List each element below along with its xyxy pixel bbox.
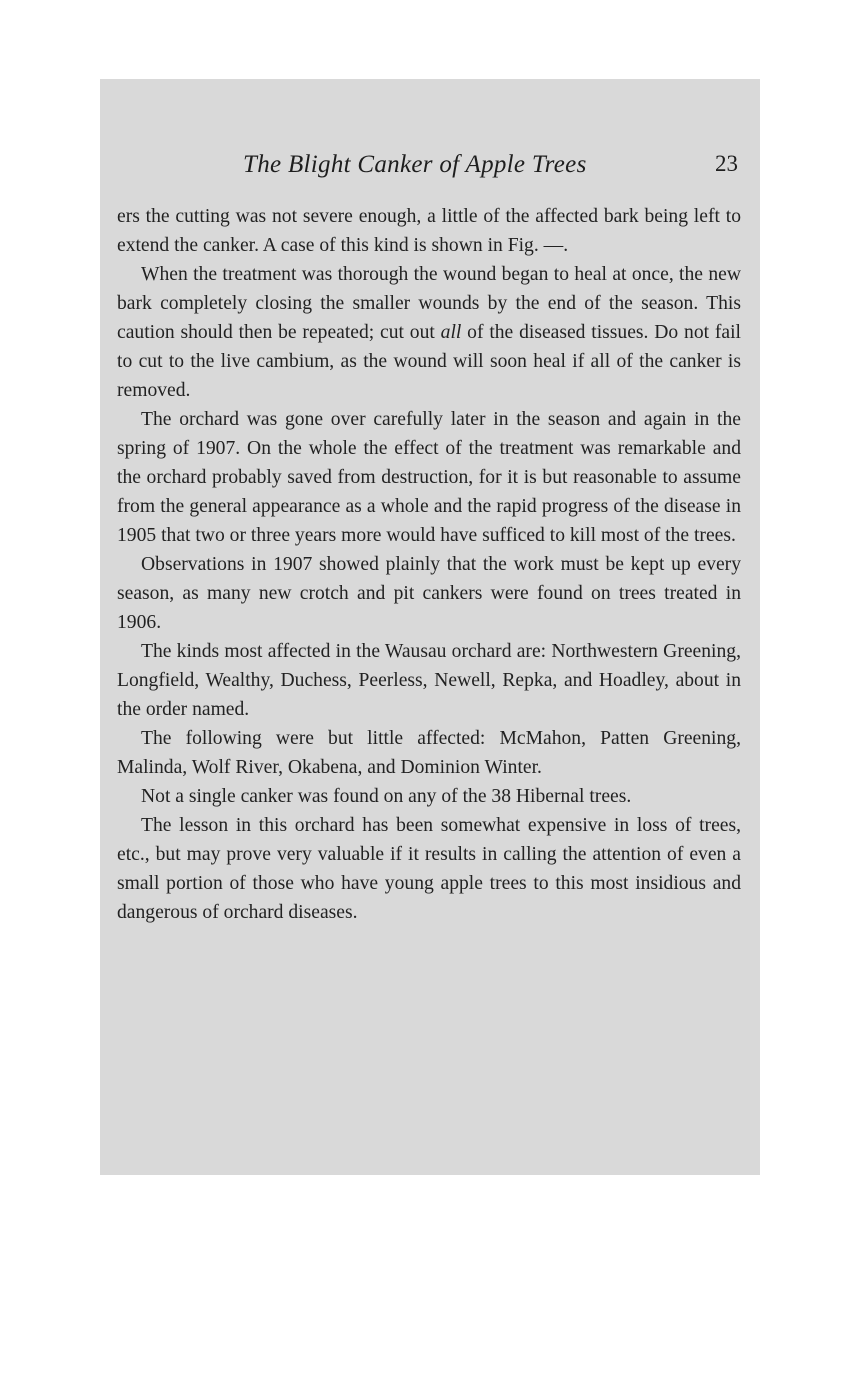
body-text [117, 202, 741, 927]
paragraph-treatment [117, 260, 741, 405]
paragraph-hibernal [117, 782, 741, 811]
paragraph-text: The following were but little affected: McMahon, Patten Greening, Malinda, Wolf River, Okabena, and Dominion Winter. [117, 728, 741, 778]
book-page [100, 79, 760, 1175]
paragraph-text: The kinds most affected in the Wausau orchard are: Northwestern Greening, Longfield, Wealthy, Duchess, Peerless, Newell, Repka, and Hoadley, about in the order named. [117, 641, 741, 720]
paragraph-lesson [117, 811, 741, 927]
paragraph-text: of the diseased tissues. Do not fail to cut to the live cambium, as the wound will soon heal if all of the canker is removed. [117, 322, 741, 401]
paragraph-most-affected [117, 637, 741, 724]
paragraph-text: When the treatment was thorough the wound began to heal at once, the new bark completely closing the smaller wounds by the end of the season. This caution should then be repeated; cut out [117, 264, 741, 343]
running-title: The Blight Canker of Apple Trees [243, 151, 587, 178]
paragraph-text: Observations in 1907 showed plainly that the work must be kept up every season, as many new crotch and pit cankers were found on trees treated in 1906. [117, 554, 741, 633]
page-number: 23 [715, 151, 738, 176]
paragraph-text: The orchard was gone over carefully later in the season and again in the spring of 1907. On the whole the effect of the treatment was remarkable and the orchard probably saved from destruction, for it is but reasonable to assume from the general appearance as a whole and the rapid progress of the disease in 1905 that two or three years more would have sufficed to kill most of the trees. [117, 409, 741, 546]
paragraph-text: ers the cutting was not severe enough, a little of the affected bark being left to extend the canker. A case of this kind is shown in Fig. —. [117, 206, 741, 256]
paragraph-observations [117, 550, 741, 637]
paragraph-text: Not a single canker was found on any of the 38 Hibernal trees. [141, 786, 632, 807]
running-head [100, 151, 760, 185]
paragraph-text: The lesson in this orchard has been somewhat expensive in loss of trees, etc., but may prove very valuable if it results in calling the attention of even a small portion of those who have young apple trees to this most insidious and dangerous of orchard diseases. [117, 815, 741, 923]
paragraph-orchard-review [117, 405, 741, 550]
paragraph-continued [117, 202, 741, 260]
paragraph-little-affected [117, 724, 741, 782]
emphasis-all: all [440, 322, 462, 343]
